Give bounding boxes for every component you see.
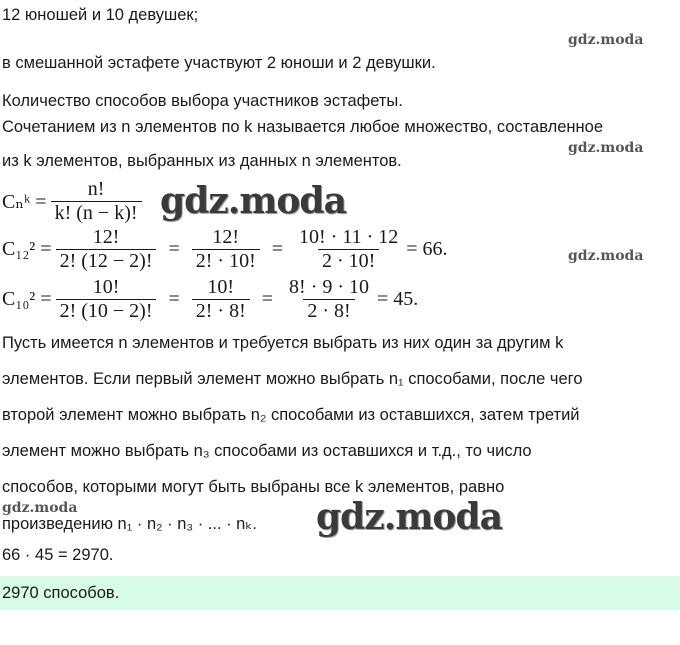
text-line-4: Сочетанием из n элементов по k называется любое множество, составленное xyxy=(2,118,604,136)
text-line-2: в смешанной эстафете участвуют 2 юноши и 2 девушки. xyxy=(2,54,436,72)
text-line-8: второй элемент можно выбрать n₂ способами из оставшихся, затем третий xyxy=(2,406,580,424)
formula2-fraction-3 xyxy=(295,226,402,273)
text-line-7: элементов. Если первый элемент можно выбрать n₁ способами, после чего xyxy=(2,370,583,388)
watermark-big-1: gdz.moda xyxy=(160,180,346,222)
formula2-num1: 12! xyxy=(92,226,120,248)
formula3-den2: 2! · 8! xyxy=(192,299,250,323)
formula2-fraction-1 xyxy=(56,226,157,273)
formula-combination-definition xyxy=(2,178,146,225)
formula3-num3: 8! · 9 · 10 xyxy=(289,276,370,298)
text-line-1: 12 юношей и 10 девушек; xyxy=(2,6,199,24)
formula3-fraction-1 xyxy=(56,276,157,323)
formula2-den3: 2 · 10! xyxy=(318,249,379,273)
formula1-fraction xyxy=(51,178,142,225)
formula1-denominator: k! (n − k)! xyxy=(51,201,142,225)
formula-c10-2: C₁₀² = $\frac{10!}{2! (10 - 2)!}$ = $\frac{10!}{2! \cdot 8!}$ = $\frac{8! \cdot 9 \cdot 10}{2 \cdot 8!}$ = 45. xyxy=(2,276,419,322)
formula3-den3: 2 · 8! xyxy=(303,299,354,323)
watermark-small-4: gdz.moda xyxy=(2,500,78,516)
formula1-numerator: n! xyxy=(87,178,105,200)
formula2-den2: 2! · 10! xyxy=(192,249,260,273)
formula2-result: = 66. xyxy=(406,238,448,260)
text-line-9: элемент можно выбрать n₃ способами из оставшихся и т.д., то число xyxy=(2,442,532,460)
formula3-result: = 45. xyxy=(377,288,419,310)
formula1-lhs: Cₙᵏ = xyxy=(2,191,47,213)
watermark-small-3: gdz.moda xyxy=(568,248,644,264)
formula3-num2: 10! xyxy=(207,276,235,298)
text-line-3: Количество способов выбора участников эстафеты. xyxy=(2,92,403,110)
formula3-lhs: C₁₀² = xyxy=(2,288,52,310)
formula3-fraction-2 xyxy=(192,276,250,323)
formula2-num2: 12! xyxy=(212,226,240,248)
formula2-den1: 2! (12 − 2)! xyxy=(56,249,157,273)
answer-text: 2970 способов. xyxy=(2,584,120,602)
formula3-num1: 10! xyxy=(92,276,120,298)
formula3-den1: 2! (10 − 2)! xyxy=(56,299,157,323)
formula-c12-2: C₁₂² = $\frac{12!}{2! (12 - 2)!}$ = $\frac{12!}{2! \cdot 10!}$ = $\frac{10! \cdot 11 \cdot 12}{2 \cdot 10!}$ = 66. xyxy=(2,226,448,272)
formula2-fraction-2 xyxy=(192,226,260,273)
watermark-big-2: gdz.moda xyxy=(316,496,502,538)
formula2-lhs: C₁₂² = xyxy=(2,238,52,260)
text-line-10: способов, которыми могут быть выбраны все k элементов, равно xyxy=(2,478,505,496)
text-line-6: Пусть имеется n элементов и требуется выбрать из них один за другим k xyxy=(2,334,564,352)
watermark-small-2: gdz.moda xyxy=(568,140,644,156)
text-line-11: произведению n₁ · n₂ · n₃ · ... · nₖ. xyxy=(2,515,257,533)
text-line-5: из k элементов, выбранных из данных n элементов. xyxy=(2,152,402,170)
formula3-fraction-3 xyxy=(285,276,373,323)
formula2-num3: 10! · 11 · 12 xyxy=(299,226,399,248)
watermark-small-1: gdz.moda xyxy=(568,32,644,48)
text-line-12: 66 · 45 = 2970. xyxy=(2,546,114,564)
